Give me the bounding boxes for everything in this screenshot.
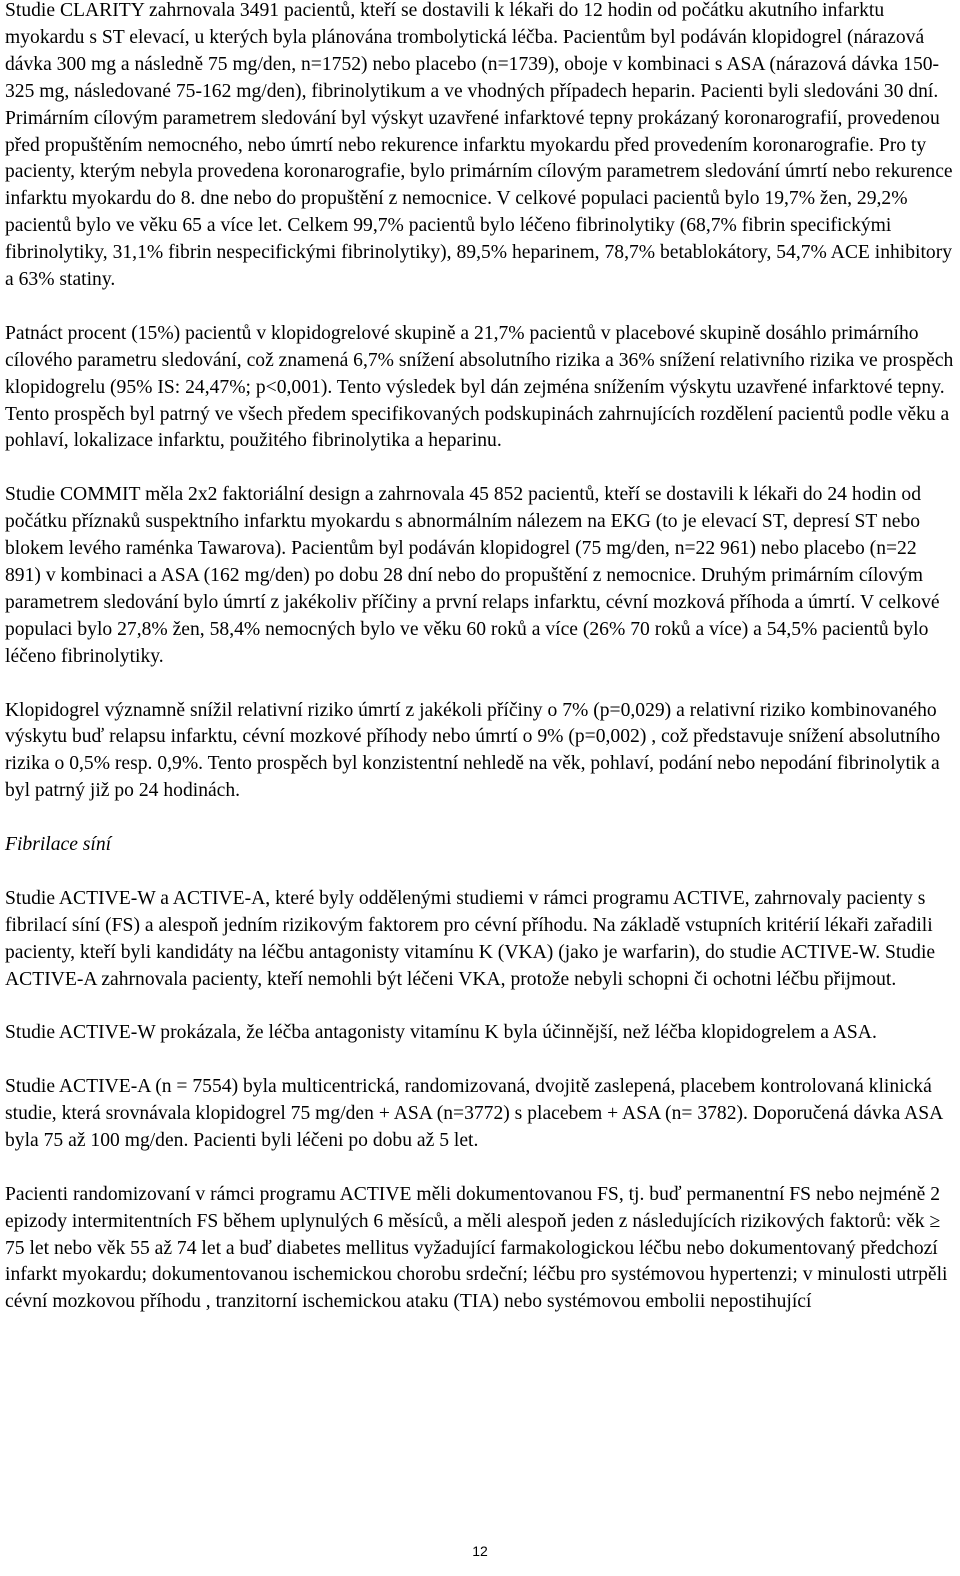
paragraph-active-w-result: Studie ACTIVE-W prokázala, že léčba antagonisty vitamínu K byla účinnější, než léčba klopidogrelem a ASA.	[5, 1022, 877, 1044]
paragraph-active-a-design: Studie ACTIVE-A (n = 7554) byla multicentrická, randomizovaná, dvojitě zaslepená, placebem kontrolovaná klinická studie, která srovnávala klopidogrel 75 mg/den + ASA (n=3772) s placebem + ASA (n= 3782). Doporučená dávka ASA byla 75 až 100 mg/den. Pacienti byli léčeni po dobu až 5 let.	[5, 1076, 943, 1151]
paragraph-active-inclusion: Pacienti randomizovaní v rámci programu ACTIVE měli dokumentovanou FS, tj. buď permanentní FS nebo nejméně 2 epizody intermitentních FS během uplynulých 6 měsíců, a měli alespoň jeden z následujících rizikových faktorů: věk ≥ 75 let nebo věk 55 až 74 let a buď diabetes mellitus vyžadující farmakologickou léčbu nebo dokumentovaný předchozí infarkt myokardu; dokumentovanou ischemickou chorobu srdeční; léčbu pro systémovou hypertenzi; v minulosti utrpěli cévní mozkovou příhodu , tranzitorní ischemickou ataku (TIA) nebo systémovou embolii nepostihující	[5, 1183, 948, 1313]
document-page	[5, 0, 957, 1343]
paragraph-clarity-results: Patnáct procent (15%) pacientů v klopidogrelové skupině a 21,7% pacientů v placebové skupině dosáhlo primárního cílového parametru sledování, což znamená 6,7% snížení absolutního rizika a 36% snížení relativního rizika ve prospěch klopidogrelu (95% IS: 24,47%; p<0,001). Tento výsledek byl dán zejména snížením výskytu uzavřené infarktové tepny. Tento prospěch byl patrný ve všech předem specifikovaných podskupinách zahrnujících rozdělení pacientů podle věku a pohlaví, lokalizace infarktu, použitého fibrinolytika a heparinu.	[5, 322, 954, 452]
section-heading-atrial-fibrillation: Fibrilace síní	[5, 834, 112, 856]
paragraph-commit-results: Klopidogrel významně snížil relativní riziko úmrtí z jakékoli příčiny o 7% (p=0,029) a relativní riziko kombinovaného výskytu buď relapsu infarktu, cévní mozkové příhody nebo úmrtí o 9% (p=0,002) , což představuje snížení absolutního rizika o 0,5% resp. 0,9%. Tento prospěch byl konzistentní nehledě na věk, pohlaví, podání nebo nepodání fibrinolytik a byl patrný již po 24 hodinách.	[5, 699, 941, 802]
page-number: 12	[472, 1543, 488, 1559]
paragraph-commit-study: Studie COMMIT měla 2x2 faktoriální design a zahrnovala 45 852 pacientů, kteří se dostavili k lékaři do 24 hodin od počátku příznaků suspektního infarktu myokardu s abnormálním nálezem na EKG (to je elevací ST, depresí ST nebo blokem levého raménka Tawarova). Pacientům byl podáván klopidogrel (75 mg/den, n=22 961) nebo placebo (n=22 891) v kombinaci a ASA (162 mg/den) po dobu 28 dní nebo do propuštění z nemocnice. Druhým primárním cílovým parametrem sledování bylo úmrtí z jakékoliv příčiny a první relaps infarktu, cévní mozková příhoda a úmrtí. V celkové populaci bylo 27,8% žen, 58,4% nemocných bylo ve věku 60 roků a více (26% 70 roků a více) a 54,5% pacientů bylo léčeno fibrinolytiky.	[5, 484, 940, 667]
paragraph-clarity-study: Studie CLARITY zahrnovala 3491 pacientů, kteří se dostavili k lékaři do 12 hodin od počátku akutního infarktu myokardu s ST elevací, u kterých byla plánována trombolytická léčba. Pacientům byl podáván klopidogrel (nárazová dávka 300 mg a následně 75 mg/den, n=1752) nebo placebo (n=1739), oboje v kombinaci s ASA (nárazová dávka 150-325 mg, následované 75-162 mg/den), fibrinolytikum a ve vhodných případech heparin. Pacienti byli sledováni 30 dní. Primárním cílovým parametrem sledování byl výskyt uzavřené infarktové tepny prokázaný koronarografií, provedenou před propuštěním nemocného, nebo úmrtí nebo rekurence infarktu myokardu před provedením koronarografie. Pro ty pacienty, kterým nebyla provedena koronarografie, bylo primárním cílovým parametrem sledování úmrtí nebo rekurence infarktu myokardu do 8. dne nebo do propuštění z nemocnice. V celkové populaci pacientů bylo 19,7% žen, 29,2% pacientů bylo ve věku 65 a více let. Celkem 99,7% pacientů bylo léčeno fibrinolytiky (68,7% fibrin specifickými fibrinolytiky, 31,1% fibrin nespecifickými fibrinolytiky), 89,5% heparinem, 78,7% betablokátory, 54,7% ACE inhibitory a 63% statiny.	[5, 0, 953, 291]
paragraph-active-program: Studie ACTIVE-W a ACTIVE-A, které byly oddělenými studiemi v rámci programu ACTIVE, zahrnovaly pacienty s fibrilací síní (FS) a alespoň jedním rizikovým faktorem pro cévní příhodu. Na základě vstupních kritérií lékaři zařadili pacienty, kteří byli kandidáty na léčbu antagonisty vitamínu K (VKA) (jako je warfarin), do studie ACTIVE-W. Studie ACTIVE-A zahrnovala pacienty, kteří nemohli být léčeni VKA, protože nebyli schopni či ochotni léčbu přijmout.	[5, 887, 936, 990]
